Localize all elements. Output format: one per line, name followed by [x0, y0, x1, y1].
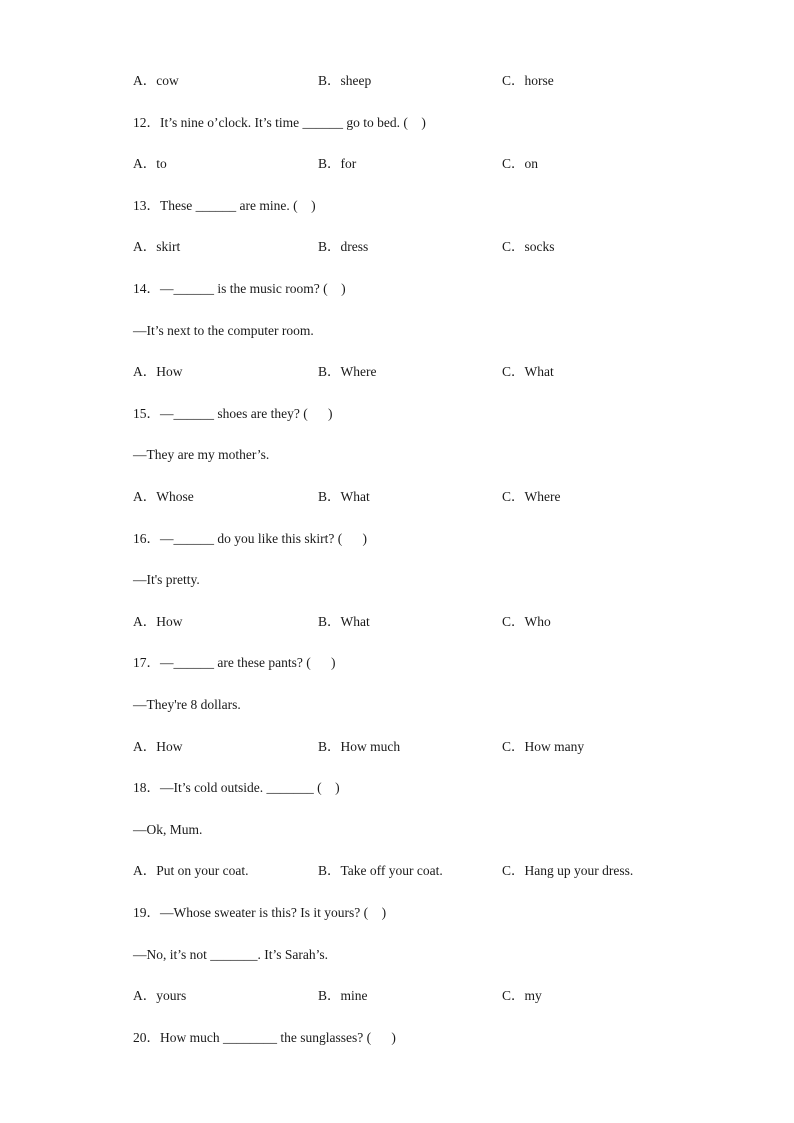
- option-b: B．mine: [318, 988, 368, 1003]
- option-a: A．cow: [133, 73, 179, 88]
- question-line: 16．—______ do you like this skirt? ( ): [133, 531, 367, 546]
- question-line: —They're 8 dollars.: [133, 697, 241, 712]
- question-line: —It's pretty.: [133, 572, 200, 587]
- option-b: B．What: [318, 614, 370, 629]
- question-line: 19．—Whose sweater is this? Is it yours? ( ): [133, 905, 387, 920]
- question-line: 13．These ______ are mine. ( ): [133, 198, 316, 213]
- question-line: —Ok, Mum.: [133, 822, 203, 837]
- option-c: C．on: [502, 156, 539, 171]
- question-line: 14．—______ is the music room? ( ): [133, 281, 346, 296]
- option-b: B．dress: [318, 239, 369, 254]
- option-b: B．for: [318, 156, 357, 171]
- option-c: C．Where: [502, 489, 561, 504]
- option-b: B．What: [318, 489, 370, 504]
- option-c: C．my: [502, 988, 542, 1003]
- question-line: —No, it’s not _______. It’s Sarah’s.: [133, 947, 328, 962]
- question-line: 20．How much ________ the sunglasses? ( ): [133, 1030, 396, 1045]
- option-a: A．Whose: [133, 489, 194, 504]
- option-c: C．What: [502, 364, 554, 379]
- option-b: B．How much: [318, 739, 401, 754]
- question-line: 18．—It’s cold outside. _______ ( ): [133, 780, 340, 795]
- option-a: A．yours: [133, 988, 187, 1003]
- option-a: A．skirt: [133, 239, 181, 254]
- option-c: C．Hang up your dress.: [502, 863, 634, 878]
- option-b: B．sheep: [318, 73, 372, 88]
- option-a: A．Put on your coat.: [133, 863, 249, 878]
- option-c: C．socks: [502, 239, 555, 254]
- option-a: A．to: [133, 156, 167, 171]
- question-line: —It’s next to the computer room.: [133, 323, 314, 338]
- option-a: A．How: [133, 739, 183, 754]
- question-line: 17．—______ are these pants? ( ): [133, 655, 336, 670]
- option-c: C．horse: [502, 73, 554, 88]
- option-b: B．Take off your coat.: [318, 863, 443, 878]
- option-a: A．How: [133, 614, 183, 629]
- question-line: 15．—______ shoes are they? ( ): [133, 406, 333, 421]
- question-line: 12．It’s nine o’clock. It’s time ______ go to bed. ( ): [133, 115, 426, 130]
- option-c: C．How many: [502, 739, 585, 754]
- option-a: A．How: [133, 364, 183, 379]
- option-b: B．Where: [318, 364, 377, 379]
- question-line: —They are my mother’s.: [133, 447, 270, 462]
- option-c: C．Who: [502, 614, 551, 629]
